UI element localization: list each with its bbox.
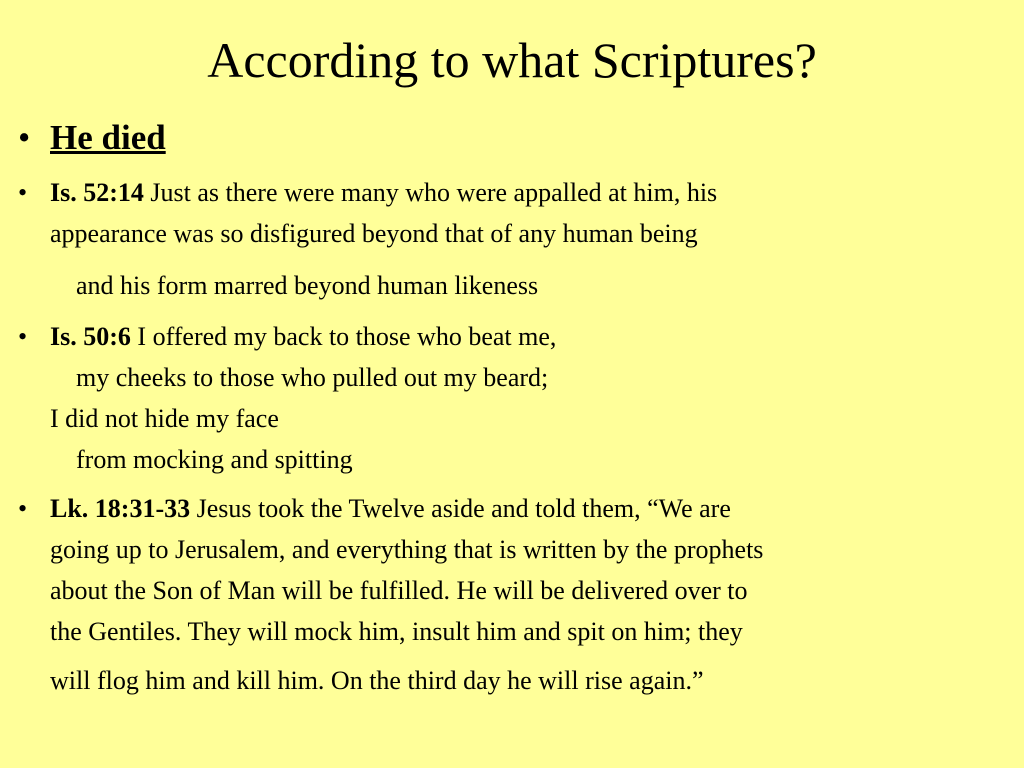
bullet-marker: • <box>18 322 28 351</box>
verse-line: and his form marred beyond human likeness <box>76 271 539 300</box>
verse-line <box>50 494 731 524</box>
verse-line: appearance was so disfigured beyond that of any human being <box>50 219 698 248</box>
verse-line <box>50 322 556 352</box>
bullet-heading-text: He died <box>50 118 166 157</box>
verse-text: Jesus took the Twelve aside and told them, “We are <box>190 494 731 523</box>
verse-line: the Gentiles. They will mock him, insult him and spit on him; they <box>50 617 743 646</box>
verse-line: about the Son of Man will be fulfilled. He will be delivered over to <box>50 576 748 605</box>
bullet-marker: • <box>18 494 28 523</box>
scripture-reference: Lk. 18:31-33 <box>50 494 191 523</box>
verse-text: Just as there were many who were appalled at him, his <box>143 178 718 207</box>
bullet-isaiah-50-6 <box>18 322 1008 482</box>
verse-line <box>50 178 717 208</box>
verse-line: my cheeks to those who pulled out my beard; <box>76 363 549 392</box>
scripture-reference: Is. 50:6 <box>50 322 131 351</box>
slide-title: According to what Scriptures? <box>207 32 817 88</box>
verse-text: I offered my back to those who beat me, <box>130 322 557 351</box>
scripture-reference: Is. 52:14 <box>50 178 144 207</box>
bullet-luke-18-31-33 <box>18 494 1008 714</box>
bullet-marker: • <box>18 178 28 207</box>
verse-line: going up to Jerusalem, and everything that is written by the prophets <box>50 535 764 564</box>
verse-line: will flog him and kill him. On the third day he will rise again.” <box>50 666 704 695</box>
verse-line: I did not hide my face <box>50 404 279 433</box>
bullet-isaiah-52-14 <box>18 178 1008 308</box>
verse-line: from mocking and spitting <box>76 445 353 474</box>
bullet-he-died <box>18 118 1008 160</box>
bullet-marker: • <box>18 118 31 157</box>
